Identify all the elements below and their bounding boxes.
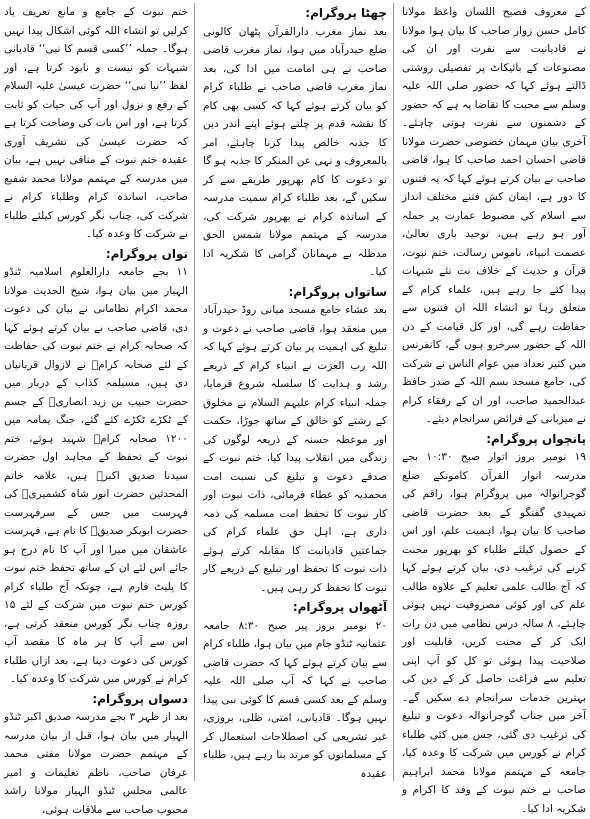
paragraph: بعد نماز مغرب دارالقرآن پٹھان کالونی ضلع حیدرآباد میں ہوا، نماز مغرب قاضی صاحب نے ہی امامت میں ادا کی، بعد نماز مغرب قاضی صاحب نے طلباء کرام کو بیان کرتے ہوئے کہا کہ کسی بھی کام کا نقشہ قدم پر چلتے ہوئے اپنے اندر دین کا جذبہ خالص پیدا کرنا چاہئے، امر بالمعروف و نہی عن المنکر کا جذبہ ہو گا تو دعوت کا کام بھرپور طریقے سے کر سکیں گے، بعد طلباء کرام سمیت مدرسہ کے اساتذہ کرام نے بھرپور شرکت کی، مدرسہ کے مہتمم مولانا شمس الحق مدظلہ نے مہمانان گرامی کا شکریہ ادا کیا۔	[203, 25, 387, 278]
paragraph: ۲۰ نومبر بروز پیر صبح ۸:۳۰ جامعہ عثمانیہ ٹنڈو جام میں بیان ہوا، طلباء کرام سے بیان کرتے ہوئے کہا کہ حضرت قاضی صاحب نے کہا کہ آپ صلی اللہ علیہ وسلم کے بعد کسی قسم کا کوئی نبی پیدا نہیں ہوگا۔ قادیانی، امتی، ظلی، بروزی، غیر تشریعی کی اصطلاحات استعمال کر کے مسلمانوں کو مرتد بنا رہے ہیں، طلباء عقیدہ	[203, 619, 387, 780]
paragraph: ۱۹ نومبر بروز اتوار صبح ۱۰:۳۰ بجے مدرسہ انوار القرآن کامونکے ضلع گوجرانوالہ میں پروگرام ہوا، راقم کی تمہیدی گفتگو کے بعد حضرت قاضی صاحب کا بیان ہوا، اہمیت علم، اور اس کے حصول کیلئے طلباء کو بھرپور محنت کرنے کی ترغیب دی، بیان کرتے ہوئے کہا کہ آج طالب علمی تعلیم کے علاوہ طالب علم کی اور کوئی مصروفیت نہیں ہونی چاہئے، ۸ سالہ درس نظامی میں دن رات ایک کر کے محنت کریں، قابلیت اور صلاحیت پیدا ہوئی تو کل کو آپ اپنی تعلیم سے فراغت حاصل کر کے دین کی بہترین خدمات سرانجام دے سکیں گے۔ آخر میں جناب گوجرانوالہ دعوت و تبلیغ کی ترغیب دی گئی، جس میں کئی طلباء کرام نے کورس میں شرکت کا وعدہ کیا، جامعہ کے مہتمم مولانا محمد ابراہیم صاحب نے ختم نبوت کے وفد کا اکرام و شکریہ ادا کیا۔	[402, 451, 586, 815]
column-left	[4, 3, 195, 816]
section-heading: دسواں پروگرام:	[92, 691, 188, 706]
paragraph: بعد از ظہر ۳ بجے مدرسہ صدیق اکبر ٹنڈو الہیار میں بیان ہوا، قبل از بیان مدرسہ کے مہتمم حضرت مولانا مفتی محمد عرفان صاحب، ناظم تعلیمات و امیر عالمی مجلس ٹنڈو الہیار مولانا راشد محبوب صاحب سے ملاقات ہوئی،	[4, 711, 188, 816]
section-heading: ساتواں پروگرام:	[288, 284, 387, 299]
paragraph: ختم نبوت کے جامع و مانع تعریف یاد کرلیں تو انشاء اللہ کوئی اشکال پیدا نہیں ہوگا۔ جملہ ’’کسی قسم کا نبی‘‘ قادیانی شبہات کو نیست و نابود کرتا ہے، اور لفظ ’’نیا نبی‘‘ حضرت عیسیٰ علیہ السلام کے رفع و نزول اور آپ کی حیات کو ثابت کرتا ہے، اور اس بات کی وضاحت کرتا ہے کہ حضرت عیسیٰ کی تشریف آوری عقیدہ ختم نبوت کے منافی نہیں ہے، بیان میں مدرسہ کے مہتمم مولانا محمد شفیع صاحب، اساتذہ کرام وطلباء کرام نے شرکت کی، چناب نگر کورس کیلئے طلباء نے شرکت کا وعدہ کیا۔	[4, 6, 188, 240]
column-right	[402, 3, 586, 815]
section-heading: چھٹا پروگرام:	[305, 6, 387, 20]
paragraph: کے معروف فصیح اللسان واعظ مولانا کامل حسن زوار صاحب کا بیان ہوا مولانا نے قادیانیت سے نفرت اور ان کی مصنوعات کے بائیکاٹ پر تفصیلی روشنی ڈالتے ہوئے کہا کہ حضور صلی اللہ علیہ وسلم سے محبت کا تقاضا یہ ہے کہ حضور کے دشمنوں سے نفرت ہونی چاہئے۔ آخری بیان مہمان خصوصی حضرت مولانا قاضی احسان احمد صاحب کا ہوا، قاضی صاحب نے بیان کرتے ہوئے کہا کہ یہ فتنوں کا دور ہے، ایمان کش فتنے مختلف انداز سے اسلام کی مضبوط عمارت پر حملہ آور ہو رہے ہیں، توحید باری تعالیٰ، عصمت انبیاء، ناموس رسالت، ختم نبوت، قرآن و حدیث کے خلاف نت نئے شبہات پیدا کئے جا رہے ہیں، علماء کرام کے متعلق رہا تو انشاء اللہ ان فتنوں سے حفاظت رہے گی، اور کل قیامت کے دن اللہ کے حضور سرخرو ہوں گے، کانفرنس میں کثیر تعداد میں عوام الناس نے شرکت کی، جامع مسجد بسم اللہ کے صدر حافظ عبدالحمید صاحب، اور ان کے رفقاء کرام نے میزبانی کے فرائض سرانجام دیئے۔	[402, 6, 586, 425]
section-heading: آٹھواں پروگرام:	[292, 600, 387, 614]
section-heading: پانچواں پروگرام:	[486, 431, 586, 446]
section-heading: نواں پروگرام:	[105, 246, 188, 261]
paragraph: بعد عشاء جامع مسجد میانی روڈ حیدرآباد میں منعقد ہوا، قاضی صاحب نے دعوت و تبلیغ کی اہمیت پر بیان کرتے ہوئے کہا کہ اللہ رب العزت نے انبیاء کرام کے ذریعے رشد و ہدایت کا سلسلہ شروع فرمایا، جملہ انبیاء کرام علیہم السلام نے مخلوق کے رشتے کو خالق کے ساتھ جوڑا، حکمت اور موعظہ حسنہ کے ذریعہ لوگوں کی زندگی میں انقلاب پیدا کیا، ختم نبوت کے صدقے دعوت و تبلیغ کی نسبت امت محمدیہ کو عطاء فرمائی، ذات نبوت اور کار نبوت کا تحفظ امت مسلمہ کی ذمہ داری ہے، اہل حق علماء کرام کی جماعتیں قادیانیت کا مقابلہ کرتے ہوئے ذات نبوت کا تحفظ اور تبلیغ کے ذریعے کار نبوت کا تحفظ کر رہی ہیں۔	[203, 304, 387, 594]
column-middle	[203, 3, 394, 781]
paragraph: ۱۱ بجے جامعہ دارالعلوم اسلامیہ ٹنڈو الہیار میں بیان ہوا، شیخ الحدیث مولانا محمد اکرام نظامانی نے بیان کی دعوت دی، قاضی صاحب نے بیان کرتے ہوئے کہا کہ صحابہ کرام نے ختم نبوت کی حفاظت کے لئے صحابہ کرامؓ نے لازوال قربانیاں دی ہیں، مسیلمہ کذاب کے دربار میں حضرت حبیب بن زید انصاریؓ کے جسم کے ٹکڑے ٹکڑے کئے گئے، جنگ یمامہ میں ۱۲۰۰ صحابہ کرامؓ شہید ہوئے، ختم نبوت کے تحفظ کے مجاہد اول حضرت سیدنا صدیق اکبرؓ ہیں، علامہ خاتم المحدثین حضرت انور شاہ کشمیریؒ کی فہرست میں جس کے سرفہرست حضرت ابوبکر صدیقؓ کا نام ہے، فہرست عاشقان میں میرا اور آپ کا نام درج ہو جائے اس لئے ان کے ساتھ تحفظ ختم نبوت کا پلیٹ فارم ہے، چونکہ آج طلباء کرام کورس ختم نبوت میں شرکت کے لئے ۱۵ روزہ چناب نگر کورس منعقد کرتی ہے، اس سے آپ کا ہر ماہ کا مقصد آپ کورس کی دعوت دینا ہے، بعد ازاں طلباء کرام نے کورس میں شرکت کا وعدہ کیا۔	[4, 266, 188, 685]
